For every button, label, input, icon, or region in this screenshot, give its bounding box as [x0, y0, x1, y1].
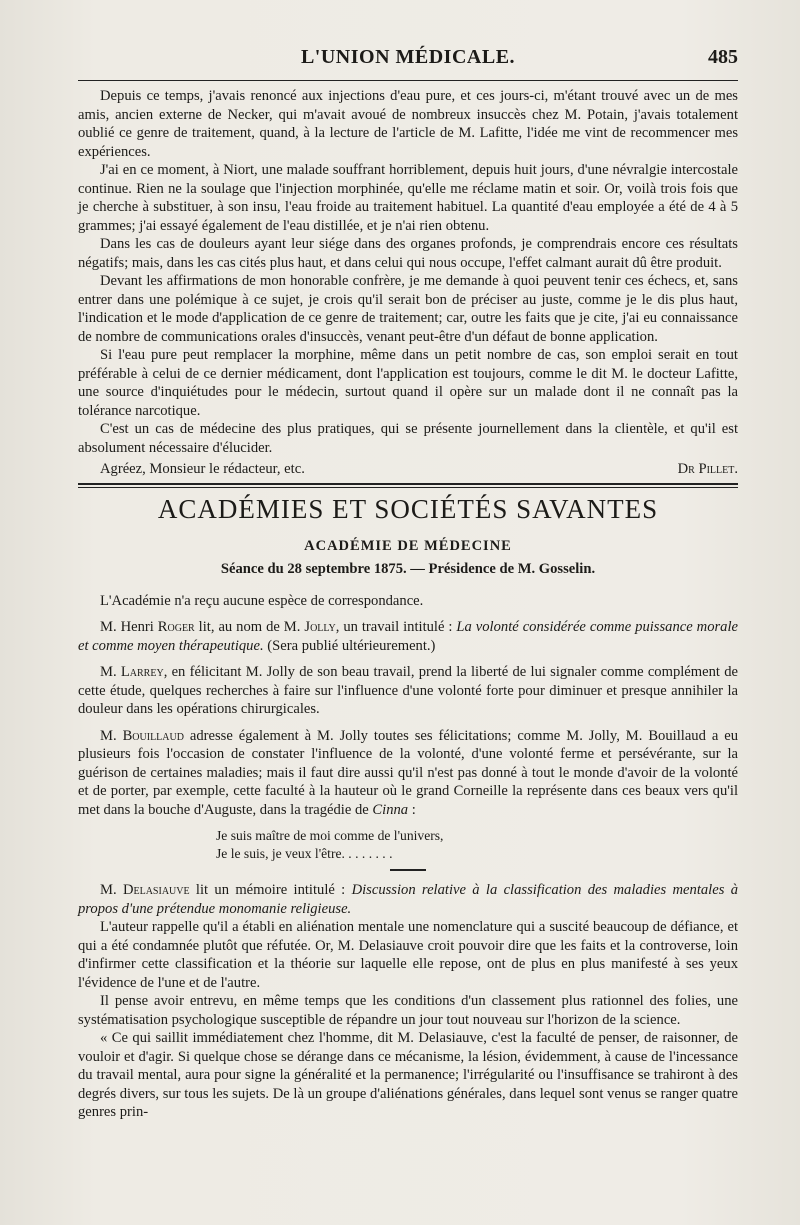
report-paragraph: M. Bouillaud adresse également à M. Jolly toutes ses félicitations; comme M. Jolly, M. Bouillaud a eu plusieurs fois l'occasion de constater l'influence de la volonté, d'une volonté ferme et persévérante, sur la guérison de certaines maladies; mais il faut dire aussi qu'il n'est pas donné à tout le monde d'avoir de la volonté et de porter, par exemple, cette faculté à la hauteur où le grand Corneille la représente dans ces beaux vers qu'il met dans la bouche d'Auguste, dans la tragédie de Cinna :: [78, 727, 738, 818]
report-paragraph: L'Académie n'a reçu aucune espèce de correspondance.: [100, 592, 424, 609]
letter-signature: Dr Pillet.: [677, 461, 738, 477]
running-title: L'UNION MÉDICALE.: [300, 46, 516, 68]
letter-paragraph: J'ai en ce moment, à Niort, une malade souffrant horriblement, depuis huit jours, d'une névralgie intercostale continue. Rien ne la soulage que l'injection morphinée, qu'elle me réclame matin et soir. Or, voilà trois fois que je cherche à substituer, à son insu, l'eau froide au traitement habituel. La quantité d'eau employée a été de 4 à 5 grammes; j'ai essayé également de l'eau distillée, et je n'ai rien obtenu.: [78, 162, 738, 234]
report-paragraph: M. Larrey, en félicitant M. Jolly de son beau travail, prend la liberté de lui signaler comme complément de cette étude, quelques recherches à faire sur l'influence d'une volonté forte pour diminuer et presque annihiler la douleur dans les opérations chirurgicales.: [78, 664, 738, 717]
header-rule: [78, 80, 738, 81]
person-name: Roger: [157, 619, 195, 635]
report-paragraph: Il pense avoir entrevu, en même temps que les conditions d'un classement plus rationnel des folies, une systématisation psychologique susceptible de répandre un jour tout nouveau sur l'horizon de la science.: [78, 993, 738, 1028]
play-title: Cinna: [372, 801, 409, 818]
letter-signoff: [78, 460, 738, 479]
session-line: Séance du 28 septembre 1875. — Présidence de M. Gosselin.: [220, 560, 596, 577]
section-title: ACADÉMIES ET SOCIÉTÉS SAVANTES: [157, 493, 659, 524]
letter-paragraph: Si l'eau pure peut remplacer la morphine, même dans un petit nombre de cas, son emploi serait en tout préférable à celui de ce dernier médicament, dont l'application est toujours, comme le dit M. le docteur Lafitte, une source d'inquiétudes pour le médecin, surtout quand il opère sur un malade dont il ne connaît pas la tolérance narcotique.: [78, 347, 738, 419]
person-name: Bouillaud: [122, 727, 184, 744]
section-divider: [78, 483, 738, 488]
letter-paragraph: Dans les cas de douleurs ayant leur siége dans des organes profonds, je comprendrais encore ces résultats négatifs; mais, dans les cas cités plus haut, et dans celui qui nous occupe, l'effet calmant aurait dû être produit.: [78, 236, 738, 271]
work-title: La volonté considérée comme puissance morale et comme moyen thérapeutique.: [78, 619, 738, 654]
letter-paragraph: Devant les affirmations de mon honorable confrère, je me demande à quoi peuvent tenir ces échecs, et, sans entrer dans une polémique à ce sujet, je crois qu'il serait bon de préciser au juste, comme je le dis plus haut, l'indication et le mode d'application de ce genre de traitement; car, outre les faits que je cite, j'ai eu connaissance de nombre de communications orales d'insuccès, venant peut-être d'un défaut de bonne application.: [78, 273, 738, 345]
verse-line: Je suis maître de moi comme de l'univers,: [216, 828, 444, 843]
letter-closing: Agréez, Monsieur le rédacteur, etc.: [100, 461, 305, 477]
verse-line: Je le suis, je veux l'être. . . . . . . .: [216, 846, 393, 861]
person-name: Jolly: [304, 619, 336, 635]
person-name: Larrey: [120, 664, 164, 680]
letter-paragraph: C'est un cas de médecine des plus pratiques, qui se présente journellement dans la clientèle, et qu'il est absolument nécessaire d'élucider.: [78, 421, 738, 456]
letter-paragraph: Depuis ce temps, j'avais renoncé aux injections d'eau pure, et ces jours-ci, m'étant trouvé avec un de mes amis, ancien externe de Necker, qui m'avait avoué de nombreux insuccès chez M. Potain, j'avais totalement oublié ce genre de traitement, quand, à la lecture de l'article de M. Lafitte, l'idée me vint de recommencer mes expériences.: [78, 88, 738, 160]
separator-rule: [390, 869, 426, 871]
report-paragraph: « Ce qui saillit immédiatement chez l'homme, dit M. Delasiauve, c'est la faculté de penser, de raisonner, de vouloir et d'agir. Si quelque chose se dérange dans ce mécanisme, la lésion, évidemment, à cause de l'incessance du travail mental, aura pour signe la généralité et la permanence; l'irrégularité ou l'insuffisance se trahiront à des degrés divers, sur tous les sujets. De là un groupe d'aliénations générales, dans lequel sont venus se ranger quatre genres prin-: [78, 1030, 738, 1120]
report-paragraph: M. Henri Roger lit, au nom de M. Jolly, un travail intitulé : La volonté considérée comme puissance morale et comme moyen thérapeutique. (Sera publié ultérieurement.): [78, 619, 738, 654]
report-paragraph: M. Delasiauve lit un mémoire intitulé : Discussion relative à la classification des maladies mentales à propos d'une prétendue monomanie religieuse.: [78, 882, 739, 917]
verse-quote: [78, 827, 738, 863]
page-header: [78, 40, 738, 74]
page-number: 485: [708, 46, 738, 68]
person-name: Delasiauve: [122, 882, 190, 898]
report-paragraph: L'auteur rappelle qu'il a établi en aliénation mentale une nomenclature qui a suscité beaucoup de défiance, et qui a été condamnée plutôt que réfutée. Or, M. Delasiauve croit pouvoir dire que les faits et la controverse, loin d'infirmer cette classification et la théorie sur laquelle elle repose, ont de plus en plus manifesté à ses yeux l'évidence de l'une et de l'autre.: [78, 919, 738, 991]
memoir-title: Discussion relative à la classification des maladies mentales à propos d'une prétendue monomanie religieuse.: [78, 882, 739, 917]
letter-body: [78, 87, 738, 479]
subsection-title: ACADÉMIE DE MÉDECINE: [304, 537, 512, 554]
